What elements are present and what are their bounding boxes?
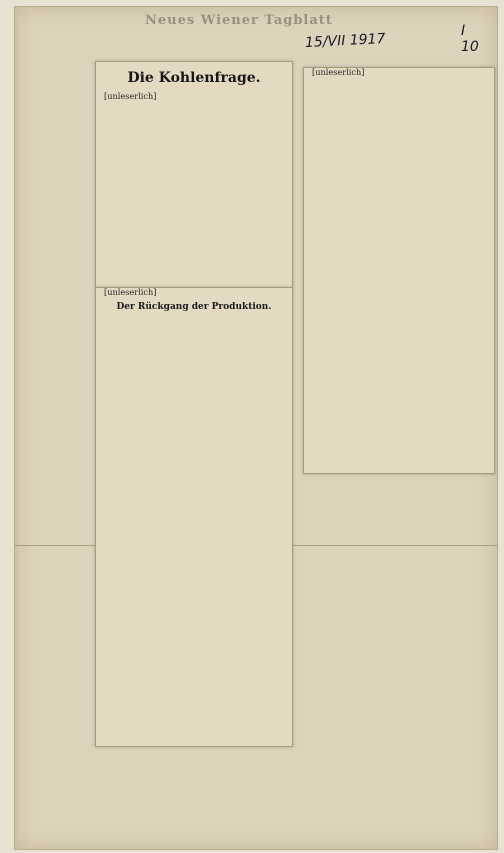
- handwritten-date: 15/VII 1917: [304, 30, 386, 52]
- article-title: Die Kohlenfrage.: [127, 70, 261, 86]
- column-b-text: [unleserlich]: [104, 287, 157, 297]
- archive-mark-line-2: 10: [461, 39, 479, 55]
- clipping-column-b: [95, 287, 293, 747]
- column-a-text: [unleserlich]: [104, 91, 157, 101]
- archive-mark-line-1: I: [461, 23, 466, 39]
- archive-mark: [461, 23, 479, 55]
- subheading: Der Rückgang der Produktion.: [116, 301, 272, 312]
- newspaper-masthead: Neues Wiener Tagblatt: [145, 13, 333, 28]
- clipping-column-a: [95, 61, 293, 288]
- column-c-text: [unleserlich]: [312, 67, 365, 77]
- sheet-edge: [15, 7, 18, 849]
- archive-sheet: [14, 6, 498, 850]
- clipping-column-c: [303, 67, 495, 474]
